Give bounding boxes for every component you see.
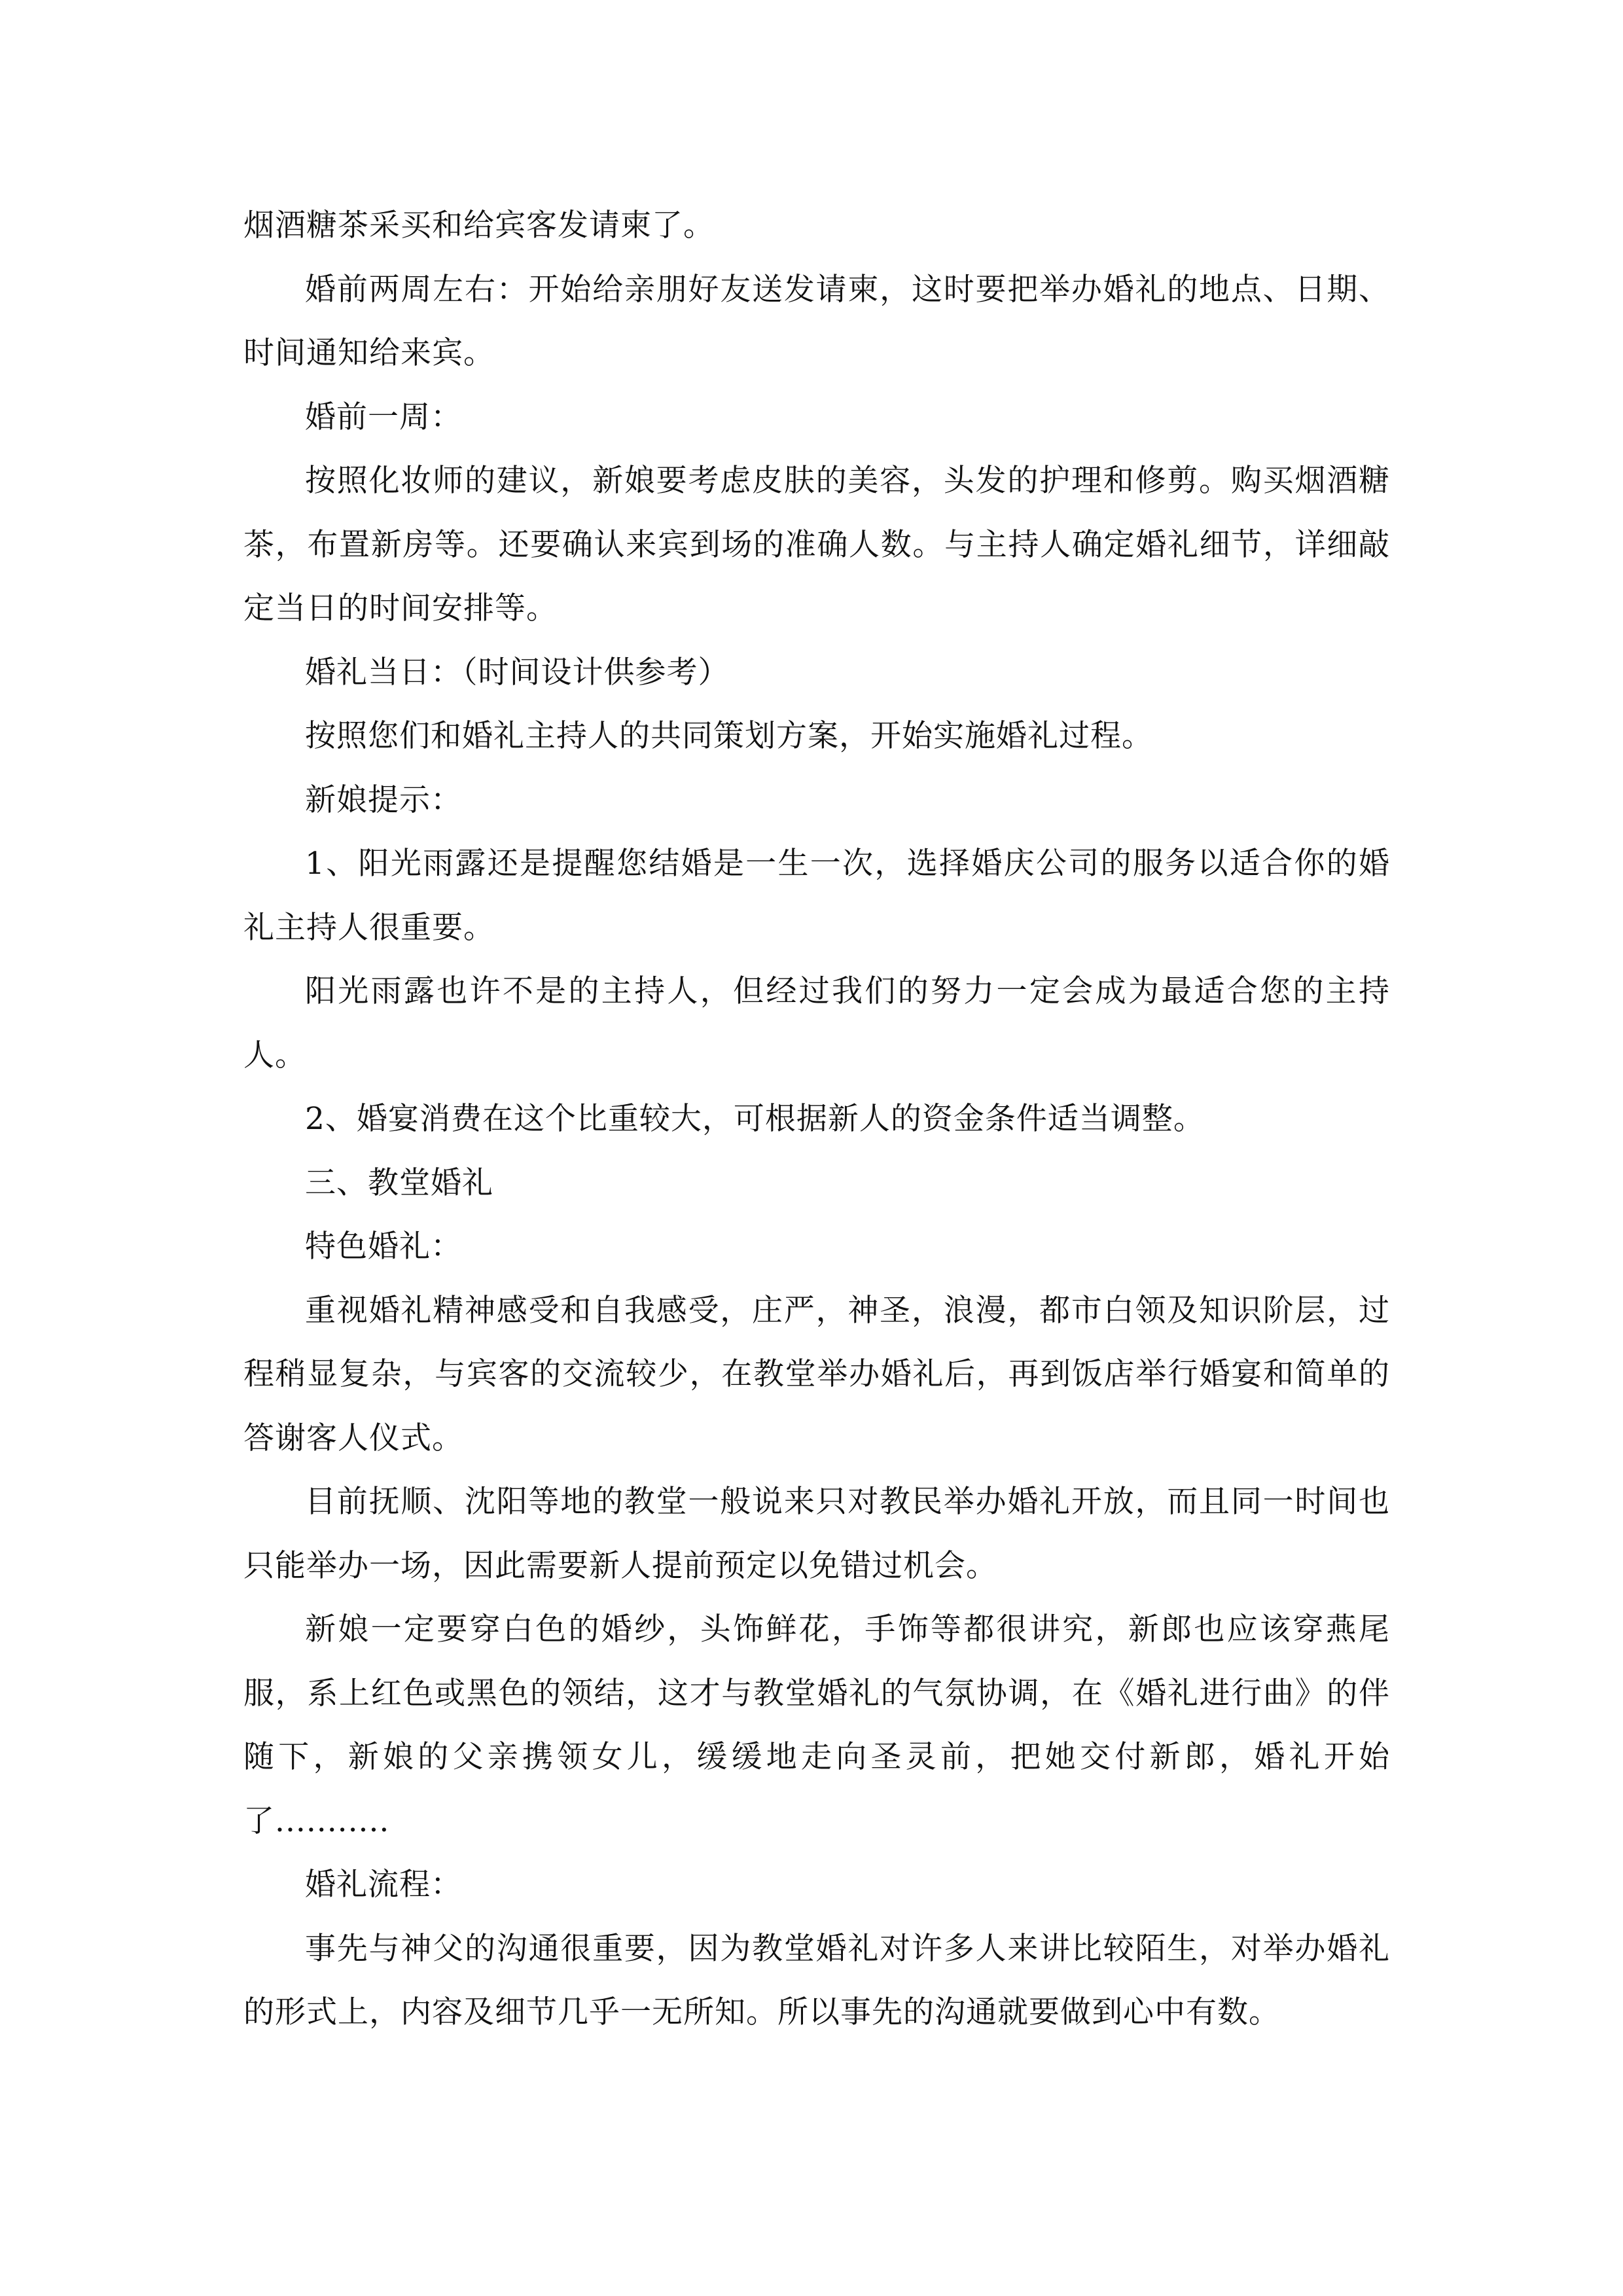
paragraph-wedding-day-plan: 按照您们和婚礼主持人的共同策划方案，开始实施婚礼过程。	[305, 718, 1153, 754]
heading-wedding-process: 婚礼流程：	[305, 1867, 462, 1903]
paragraph-church-availability: 目前抚顺、沈阳等地的教堂一般说来只对教民举办婚礼开放，而且同一时间也只能举办一场，因此需要新人提前预定以免错过机会。	[243, 1484, 1390, 1584]
paragraph-tip-1-note: 阳光雨露也许不是的主持人，但经过我们的努力一定会成为最适合您的主持人。	[243, 973, 1390, 1073]
paragraph-attire: 新娘一定要穿白色的婚纱，头饰鲜花，手饰等都很讲究，新郎也应该穿燕尾服，系上红色或黑色的领结，这才与教堂婚礼的气氛协调，在《婚礼进行曲》的伴随下，新娘的父亲携领女儿，缓缓地走向圣灵前，把她交付新郎，婚礼开始了...........	[243, 1611, 1390, 1839]
document-body	[243, 194, 1390, 2045]
paragraph-features: 重视婚礼精神感受和自我感受，庄严，神圣，浪漫，都市白领及知识阶层，过程稍显复杂，与宾客的交流较少，在教堂举办婚礼后，再到饭店举行婚宴和简单的答谢客人仪式。	[243, 1292, 1390, 1456]
heading-one-week-before: 婚前一周：	[305, 399, 462, 435]
paragraph-one-week-tasks: 按照化妆师的建议，新娘要考虑皮肤的美容，头发的护理和修剪。购买烟酒糖茶，布置新房等。还要确认来宾到场的准确人数。与主持人确定婚礼细节，详细敲定当日的时间安排等。	[243, 463, 1390, 626]
paragraph-two-weeks-before: 婚前两周左右：开始给亲朋好友送发请柬，这时要把举办婚礼的地点、日期、时间通知给来宾。	[243, 271, 1390, 371]
section-heading-church-wedding: 三、教堂婚礼	[305, 1164, 493, 1201]
heading-wedding-day: 婚礼当日：（时间设计供参考）	[305, 654, 730, 691]
paragraph-tip-1: 1、阳光雨露还是提醒您结婚是一生一次，选择婚庆公司的服务以适合你的婚礼主持人很重要。	[243, 846, 1390, 946]
paragraph-tip-2: 2、婚宴消费在这个比重较大，可根据新人的资金条件适当调整。	[305, 1101, 1205, 1137]
heading-bride-tips: 新娘提示：	[305, 781, 462, 818]
paragraph-continuation: 烟酒糖茶采买和给宾客发请柬了。	[243, 207, 715, 243]
heading-features: 特色婚礼：	[305, 1229, 462, 1265]
paragraph-communication: 事先与神父的沟通很重要，因为教堂婚礼对许多人来讲比较陌生，对举办婚礼的形式上，内容及细节几乎一无所知。所以事先的沟通就要做到心中有数。	[243, 1930, 1390, 2030]
